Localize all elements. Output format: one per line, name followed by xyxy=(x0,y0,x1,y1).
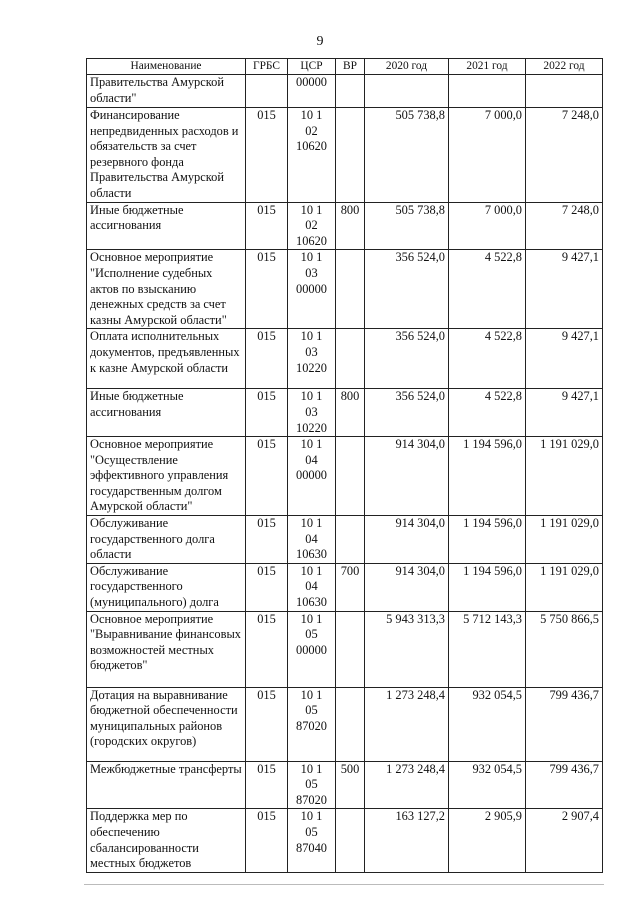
row-vr: 800 xyxy=(336,389,365,437)
row-name: Оплата исполнительных документов, предъявленных к казне Амурской области xyxy=(87,329,246,389)
row-vr xyxy=(336,75,365,108)
table-row xyxy=(87,329,603,389)
row-2022: 9 427,1 xyxy=(526,389,603,437)
row-2021: 4 522,8 xyxy=(449,250,526,329)
row-grbs: 015 xyxy=(246,687,288,761)
table-row xyxy=(87,761,603,809)
row-vr xyxy=(336,687,365,761)
row-vr xyxy=(336,250,365,329)
row-csr: 10 1 05 87040 xyxy=(288,809,336,873)
row-2021: 7 000,0 xyxy=(449,108,526,203)
row-2022: 799 436,7 xyxy=(526,761,603,809)
table-header-row xyxy=(87,59,603,75)
row-2022: 1 191 029,0 xyxy=(526,563,603,611)
row-2022: 7 248,0 xyxy=(526,202,603,250)
table-row xyxy=(87,389,603,437)
row-2021: 1 194 596,0 xyxy=(449,437,526,516)
row-grbs: 015 xyxy=(246,108,288,203)
row-2022: 7 248,0 xyxy=(526,108,603,203)
row-2022: 1 191 029,0 xyxy=(526,437,603,516)
row-csr: 10 1 04 10630 xyxy=(288,563,336,611)
page-number: 9 xyxy=(316,34,324,49)
row-vr xyxy=(336,437,365,516)
row-csr: 00000 xyxy=(288,75,336,108)
table-row xyxy=(87,516,603,564)
row-2021 xyxy=(449,75,526,108)
row-grbs: 015 xyxy=(246,202,288,250)
row-2020: 505 738,8 xyxy=(365,202,449,250)
table-row xyxy=(87,809,603,873)
row-csr: 10 1 03 10220 xyxy=(288,389,336,437)
row-grbs: 015 xyxy=(246,761,288,809)
header-2020: 2020 год xyxy=(365,59,449,75)
row-name: Основное мероприятие "Исполнение судебных актов по взысканию денежных средств за счет казны Амурской области" xyxy=(87,250,246,329)
row-csr: 10 1 05 87020 xyxy=(288,761,336,809)
row-vr xyxy=(336,516,365,564)
row-2020: 914 304,0 xyxy=(365,516,449,564)
row-2020: 505 738,8 xyxy=(365,108,449,203)
table-row xyxy=(87,563,603,611)
row-2021: 4 522,8 xyxy=(449,389,526,437)
row-csr: 10 1 04 10630 xyxy=(288,516,336,564)
table-row xyxy=(87,75,603,108)
row-2021: 1 194 596,0 xyxy=(449,516,526,564)
table-row xyxy=(87,611,603,687)
row-vr xyxy=(336,809,365,873)
row-2020 xyxy=(365,75,449,108)
row-2020: 5 943 313,3 xyxy=(365,611,449,687)
row-grbs: 015 xyxy=(246,516,288,564)
row-2021: 932 054,5 xyxy=(449,761,526,809)
header-csr: ЦСР xyxy=(288,59,336,75)
row-csr: 10 1 02 10620 xyxy=(288,108,336,203)
row-name: Обслуживание государственного долга области xyxy=(87,516,246,564)
row-2021: 7 000,0 xyxy=(449,202,526,250)
row-2022: 5 750 866,5 xyxy=(526,611,603,687)
row-name: Иные бюджетные ассигнования xyxy=(87,202,246,250)
row-vr xyxy=(336,611,365,687)
row-2020: 914 304,0 xyxy=(365,437,449,516)
table-row xyxy=(87,250,603,329)
header-2021: 2021 год xyxy=(449,59,526,75)
row-2020: 1 273 248,4 xyxy=(365,761,449,809)
row-2022: 2 907,4 xyxy=(526,809,603,873)
table-row xyxy=(87,687,603,761)
row-name: Дотация на выравнивание бюджетной обеспеченности муниципальных районов (городских округов) xyxy=(87,687,246,761)
budget-table xyxy=(86,58,603,873)
row-name: Основное мероприятие "Выравнивание финансовых возможностей местных бюджетов" xyxy=(87,611,246,687)
row-2021: 4 522,8 xyxy=(449,329,526,389)
row-name: Межбюджетные трансферты xyxy=(87,761,246,809)
row-grbs: 015 xyxy=(246,563,288,611)
row-vr: 700 xyxy=(336,563,365,611)
row-2022: 799 436,7 xyxy=(526,687,603,761)
row-2020: 1 273 248,4 xyxy=(365,687,449,761)
row-vr xyxy=(336,108,365,203)
row-name: Правительства Амурской области" xyxy=(87,75,246,108)
row-2020: 356 524,0 xyxy=(365,329,449,389)
row-grbs: 015 xyxy=(246,389,288,437)
row-grbs: 015 xyxy=(246,611,288,687)
row-vr: 800 xyxy=(336,202,365,250)
row-2022: 9 427,1 xyxy=(526,250,603,329)
header-vr: ВР xyxy=(336,59,365,75)
header-2022: 2022 год xyxy=(526,59,603,75)
row-grbs xyxy=(246,75,288,108)
table-row xyxy=(87,437,603,516)
row-csr: 10 1 05 00000 xyxy=(288,611,336,687)
row-2022 xyxy=(526,75,603,108)
row-2022: 1 191 029,0 xyxy=(526,516,603,564)
row-csr: 10 1 03 10220 xyxy=(288,329,336,389)
row-2020: 356 524,0 xyxy=(365,250,449,329)
row-2020: 914 304,0 xyxy=(365,563,449,611)
page-bottom-rule xyxy=(84,884,604,885)
row-csr: 10 1 03 00000 xyxy=(288,250,336,329)
row-2021: 1 194 596,0 xyxy=(449,563,526,611)
row-grbs: 015 xyxy=(246,250,288,329)
row-grbs: 015 xyxy=(246,437,288,516)
header-name: Наименование xyxy=(87,59,246,75)
row-2022: 9 427,1 xyxy=(526,329,603,389)
row-name: Обслуживание государственного (муниципального) долга xyxy=(87,563,246,611)
row-vr: 500 xyxy=(336,761,365,809)
row-name: Поддержка мер по обеспечению сбалансированности местных бюджетов xyxy=(87,809,246,873)
row-csr: 10 1 02 10620 xyxy=(288,202,336,250)
row-csr: 10 1 05 87020 xyxy=(288,687,336,761)
row-2020: 163 127,2 xyxy=(365,809,449,873)
row-name: Иные бюджетные ассигнования xyxy=(87,389,246,437)
row-grbs: 015 xyxy=(246,329,288,389)
header-grbs: ГРБС xyxy=(246,59,288,75)
table-row xyxy=(87,108,603,203)
row-grbs: 015 xyxy=(246,809,288,873)
row-2021: 5 712 143,3 xyxy=(449,611,526,687)
row-vr xyxy=(336,329,365,389)
row-2021: 2 905,9 xyxy=(449,809,526,873)
row-2021: 932 054,5 xyxy=(449,687,526,761)
row-2020: 356 524,0 xyxy=(365,389,449,437)
row-name: Финансирование непредвиденных расходов и обязательств за счет резервного фонда Правительства Амурской области xyxy=(87,108,246,203)
row-csr: 10 1 04 00000 xyxy=(288,437,336,516)
table-row xyxy=(87,202,603,250)
row-name: Основное мероприятие "Осуществление эффективного управления государственным долгом Амурской области" xyxy=(87,437,246,516)
